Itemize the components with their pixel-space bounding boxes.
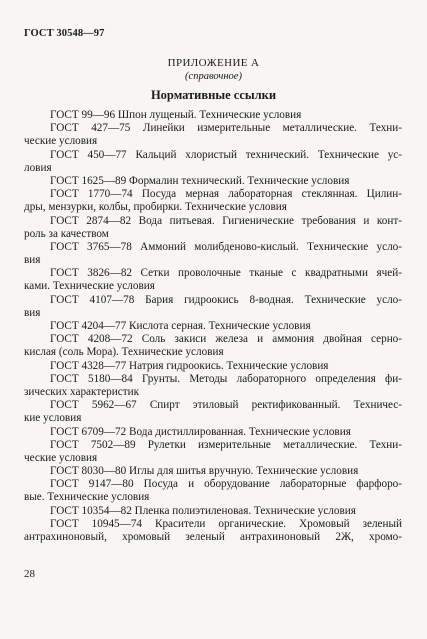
references-list: [24, 109, 402, 544]
reference-line: ГОСТ 10945—74 Красители органические. Хромовый зеленый: [50, 517, 402, 530]
reference-line: ГОСТ 99—96 Шпон лущеный. Технические условия: [50, 109, 302, 121]
reference-line: ГОСТ 10354—82 Пленка полиэтиленовая. Технические условия: [50, 504, 356, 517]
reference-line: ГОСТ 1770—74 Посуда мерная лабораторная стеклянная. Цилин-: [50, 188, 402, 201]
reference-line: вые. Технические условия: [24, 491, 150, 504]
reference-line: кислая (соль Мора). Технические условия: [24, 346, 224, 359]
reference-line: ГОСТ 7502—89 Рулетки измерительные металлические. Техни-: [50, 438, 402, 451]
reference-line: кие условия: [24, 412, 82, 425]
reference-line: ГОСТ 450—77 Кальций хлористый технический. Технические ус-: [50, 148, 402, 161]
reference-line: ческие условия: [24, 135, 98, 148]
reference-line: ГОСТ 4107—78 Бария гидроокись 8-водная. Технические усло-: [50, 293, 402, 306]
reference-line: ловия: [24, 161, 52, 174]
section-title: Нормативные ссылки: [150, 88, 277, 102]
reference-line: ками. Технические условия: [24, 280, 155, 293]
reference-line: ГОСТ 8030—80 Иглы для шитья вручную. Технические условия: [50, 465, 359, 478]
reference-line: ГОСТ 3765—78 Аммоний молибденово-кислый. Технические усло-: [50, 240, 402, 253]
reference-line: ГОСТ 5180—84 Грунты. Методы лабораторного определения фи-: [50, 372, 402, 385]
appendix-title: ПРИЛОЖЕНИЕ А: [167, 57, 260, 69]
reference-line: ГОСТ 5962—67 Спирт этиловый ректификованный. Техничес-: [50, 399, 402, 412]
reference-line: вия: [24, 306, 41, 319]
reference-line: ГОСТ 2874—82 Вода питьевая. Гигиенические требования и конт-: [50, 214, 402, 227]
page-number: 28: [24, 568, 35, 580]
reference-line: роль за качеством: [24, 227, 109, 240]
reference-line: ГОСТ 3826—82 Сетки проволочные тканые с квадратными ячей-: [50, 267, 402, 280]
reference-line: ческие условия: [24, 451, 98, 464]
reference-line: вия: [24, 254, 41, 267]
appendix-subtitle: (справочное): [185, 71, 242, 82]
reference-line: ГОСТ 4208—72 Соль закиси железа и аммония двойная серно-: [50, 333, 402, 346]
reference-line: дры, мензурки, колбы, пробирки. Технические условия: [24, 201, 287, 214]
reference-line: антрахиноновый, хромовый зеленый антрахиноновый 2Ж, хромо-: [24, 531, 402, 543]
reference-line: ГОСТ 6709—72 Вода дистиллированная. Технические условия: [50, 425, 351, 438]
reference-line: ГОСТ 9147—80 Посуда и оборудование лабораторные фарфоро-: [50, 478, 402, 491]
document-code: ГОСТ 30548—97: [24, 28, 105, 39]
reference-line: зических характеристик: [24, 385, 140, 398]
reference-line: ГОСТ 427—75 Линейки измерительные металлические. Техни-: [50, 122, 402, 135]
reference-line: ГОСТ 4204—77 Кислота серная. Технические условия: [50, 320, 311, 332]
reference-line: ГОСТ 1625—89 Формалин технический. Технические условия: [50, 174, 350, 187]
reference-line: ГОСТ 4328—77 Натрия гидроокись. Технические условия: [50, 359, 329, 372]
